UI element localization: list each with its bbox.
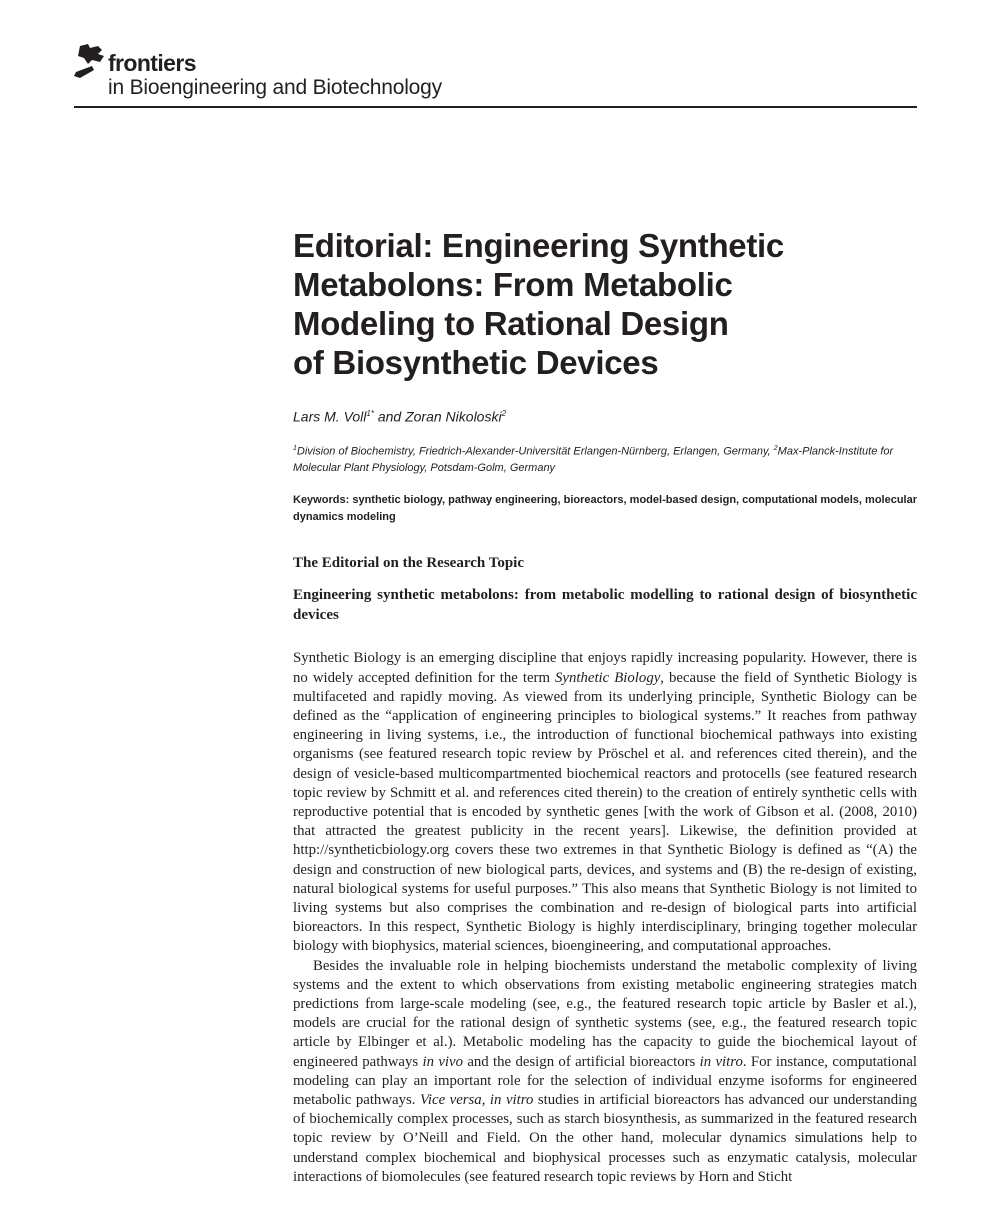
affiliation-text: Division of Biochemistry, Friedrich-Alexander-Universität Erlangen-Nürnberg, Erlangen, Germany, xyxy=(296,445,774,458)
affil-marker: 2 xyxy=(773,444,778,452)
keywords-label: Keywords: xyxy=(293,494,350,507)
body-text-emphasis: Synthetic Biology xyxy=(555,669,661,686)
title-line: of Biosynthetic Devices xyxy=(293,344,659,381)
title-line: Editorial: Engineering Synthetic xyxy=(293,227,784,264)
body-text-run: , because the field of Synthetic Biology is multifaceted and rapidly moving. As viewed from its underlying principle, Synthetic Biology can be defined as the “application of engineering principles to biological systems.” It reaches from pathway engineering in living systems, i.e., the introduction of functional biochemical pathways into existing organisms (see featured research topic review by Pröschel et al. and references cited therein), and the design of vesicle-based multicompartmented biochemical reactors and protocells (see featured research topic review by Schmitt et al. and references cited therein) to the creation of entirely synthetic cells with reproductive potential that is encoded by synthetic genes [with the work of Gibson et al. (2008, 2010) that attracted the greatest publicity in the recent years]. Likewise, the definition provided at http://syntheticbiology.org covers these two extremes in that Synthetic Biology is defined as “(A) the design and construction of new biological parts, devices, and systems and (B) the re-design of existing, natural biological systems for useful purposes.” This also means that Synthetic Biology is not limited to living systems but also comprises the combination and re-design of biological parts into artificial bioreactors. In this respect, Synthetic Biology is highly interdisciplinary, bringing together molecular biology with biophysics, material sciences, bioengineering, and computational approaches. xyxy=(293,669,917,955)
affil-marker: 1 xyxy=(293,444,297,452)
author-affil-marker: 1* xyxy=(366,409,374,418)
body-text-run: . For instance, computational modeling can play an important role for the selection of individual enzyme isoforms for engineered metabolic pathways. xyxy=(293,1053,918,1108)
frontiers-logo-icon xyxy=(74,44,108,78)
journal-header xyxy=(74,44,917,108)
body-text-run: , xyxy=(481,1091,490,1108)
author-name[interactable]: Lars M. Voll xyxy=(293,408,367,425)
article-main xyxy=(293,226,917,1187)
title-line: Metabolons: From Metabolic xyxy=(293,266,733,303)
body-text-run: Synthetic Biology is an emerging discipline that enjoys rapidly increasing popularity. However, there is no widely accepted definition for the term xyxy=(293,650,917,686)
body-text-emphasis: in vitro xyxy=(699,1053,743,1070)
body-paragraph xyxy=(293,649,917,956)
affiliation-text: Max-Planck-Institute for Molecular Plant Physiology, Potsdam-Golm, Germany xyxy=(293,445,894,475)
section-heading: The Editorial on the Research Topic xyxy=(293,555,524,572)
body-text-emphasis: in vivo xyxy=(422,1053,463,1070)
author-affil-marker: 2 xyxy=(501,409,507,418)
author-conjunction: and xyxy=(373,408,406,425)
author-name[interactable]: Zoran Nikoloski xyxy=(405,408,502,425)
body-text-emphasis: Vice versa xyxy=(419,1091,482,1108)
article-title xyxy=(293,226,917,382)
body-text-emphasis: in vitro xyxy=(489,1091,534,1108)
research-topic-title[interactable]: Engineering synthetic metabolons: from metabolic modelling to rational design of biosynthetic devices xyxy=(293,587,917,624)
affiliations xyxy=(293,440,917,478)
body-text-run: Besides the invaluable role in helping biochemists understand the metabolic complexity of living systems and the extent to which observations from existing metabolic engineering strategies match predictions from large-scale modeling (see, e.g., the featured research topic article by Basler et al.), models are crucial for the rational design of synthetic systems (see, e.g., the featured research topic article by Elbinger et al.). Metabolic modeling has the capacity to guide the biochemical layout of engineered pathways xyxy=(293,957,917,1070)
author-list xyxy=(293,405,917,426)
title-line: Modeling to Rational Design xyxy=(293,305,729,342)
header-divider xyxy=(74,106,917,108)
body-text-run: and the design of artificial bioreactors xyxy=(462,1053,700,1070)
brand-name: frontiers xyxy=(108,50,196,76)
keywords xyxy=(293,492,917,526)
article-body xyxy=(293,649,917,1187)
body-text-run: studies in artificial bioreactors has advanced our understanding of biochemically complex processes, such as starch biosynthesis, as summarized in the featured research topic review by O’Neill and Field. On the other hand, molecular dynamics simulations help to understand complex biochemical and biophysical processes such as enzymatic catalysis, molecular interactions of biomolecules (see featured research topic reviews by Horn and Sticht xyxy=(293,1091,918,1185)
journal-name: in Bioengineering and Biotechnology xyxy=(108,76,442,99)
keywords-text: synthetic biology, pathway engineering, bioreactors, model-based design, computational models, molecular dynamics modeling xyxy=(293,494,917,524)
body-paragraph xyxy=(293,957,917,1187)
